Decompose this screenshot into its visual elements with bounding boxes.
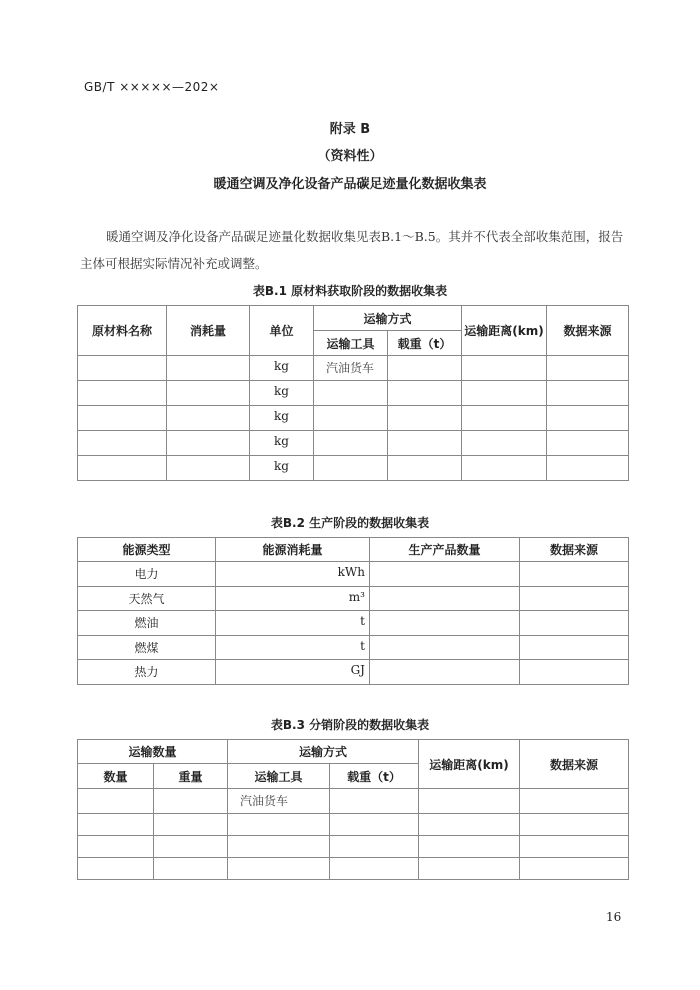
vehicle-cell[interactable]	[314, 381, 388, 406]
material-cell[interactable]	[78, 456, 167, 481]
unit-cell[interactable]: kg	[250, 406, 314, 431]
output-cell[interactable]	[370, 562, 520, 587]
material-cell[interactable]	[78, 381, 167, 406]
header-consumption: 消耗量	[167, 306, 250, 356]
vehicle-cell[interactable]	[228, 814, 330, 836]
header-distance: 运输距离(km)	[419, 740, 520, 789]
unit-cell[interactable]: kg	[250, 431, 314, 456]
table-row	[78, 635, 629, 660]
table-b3	[77, 739, 629, 880]
weight-cell[interactable]	[154, 814, 228, 836]
energy-consumption-cell[interactable]: GJ	[216, 660, 370, 685]
consumption-cell[interactable]	[167, 456, 250, 481]
header-source: 数据来源	[547, 306, 629, 356]
header-weight: 重量	[154, 764, 228, 789]
table-row	[78, 789, 629, 814]
table-b1	[77, 305, 629, 481]
header-transport-mode: 运输方式	[314, 306, 462, 331]
source-cell[interactable]	[520, 635, 629, 660]
vehicle-cell[interactable]: 汽油货车	[314, 356, 388, 381]
load-cell[interactable]	[330, 789, 419, 814]
header-energy-consumption: 能源消耗量	[216, 538, 370, 562]
source-cell[interactable]	[547, 356, 629, 381]
table-row	[78, 562, 629, 587]
energy-consumption-cell[interactable]: m³	[216, 586, 370, 611]
page-number: 16	[606, 910, 622, 924]
table-b3-caption: 表B.3 分销阶段的数据收集表	[270, 718, 430, 732]
load-cell[interactable]	[388, 406, 462, 431]
vehicle-cell[interactable]	[314, 456, 388, 481]
load-cell[interactable]	[388, 456, 462, 481]
table-b1-caption: 表B.1 原材料获取阶段的数据收集表	[252, 284, 448, 298]
header-output: 生产产品数量	[370, 538, 520, 562]
consumption-cell[interactable]	[167, 356, 250, 381]
load-cell[interactable]	[388, 431, 462, 456]
energy-consumption-cell[interactable]: t	[216, 611, 370, 636]
output-cell[interactable]	[370, 660, 520, 685]
distance-cell[interactable]	[419, 858, 520, 880]
vehicle-cell[interactable]	[228, 836, 330, 858]
source-cell[interactable]	[520, 611, 629, 636]
source-cell[interactable]	[547, 381, 629, 406]
source-cell[interactable]	[520, 562, 629, 587]
source-cell[interactable]	[520, 836, 629, 858]
header-distance: 运输距离(km)	[462, 306, 547, 356]
header-material: 原材料名称	[78, 306, 167, 356]
distance-cell[interactable]	[462, 456, 547, 481]
distance-cell[interactable]	[462, 381, 547, 406]
header-unit: 单位	[250, 306, 314, 356]
distance-cell[interactable]	[419, 789, 520, 814]
distance-cell[interactable]	[462, 356, 547, 381]
material-cell[interactable]	[78, 406, 167, 431]
output-cell[interactable]	[370, 611, 520, 636]
load-cell[interactable]	[330, 858, 419, 880]
table-row	[78, 814, 629, 836]
appendix-label: 附录 B	[329, 122, 371, 137]
table-row	[78, 456, 629, 481]
material-cell[interactable]	[78, 356, 167, 381]
unit-cell[interactable]: kg	[250, 356, 314, 381]
quantity-cell[interactable]	[78, 789, 154, 814]
energy-consumption-cell[interactable]: kWh	[216, 562, 370, 587]
header-load: 载重（t）	[388, 331, 462, 356]
source-cell[interactable]	[547, 406, 629, 431]
table-row	[78, 381, 629, 406]
appendix-title: 暖通空调及净化设备产品碳足迹量化数据收集表	[213, 177, 487, 192]
header-source: 数据来源	[520, 740, 629, 789]
intro-paragraph: 暖通空调及净化设备产品碳足迹量化数据收集见表B.1～B.5。其并不代表全部收集范围，报告主体可根据实际情况补充或调整。	[80, 229, 624, 271]
source-cell[interactable]	[547, 431, 629, 456]
header-load: 载重（t）	[330, 764, 419, 789]
energy-type-cell[interactable]: 燃油	[78, 611, 216, 636]
weight-cell[interactable]	[154, 789, 228, 814]
energy-type-cell[interactable]: 热力	[78, 660, 216, 685]
weight-cell[interactable]	[154, 858, 228, 880]
energy-type-cell[interactable]: 燃煤	[78, 635, 216, 660]
source-cell[interactable]	[520, 858, 629, 880]
unit-cell[interactable]: kg	[250, 456, 314, 481]
quantity-cell[interactable]	[78, 858, 154, 880]
standard-code-header: GB/T ×××××—202×	[84, 80, 220, 94]
vehicle-cell[interactable]	[228, 858, 330, 880]
load-cell[interactable]	[388, 381, 462, 406]
quantity-cell[interactable]	[78, 814, 154, 836]
source-cell[interactable]	[520, 789, 629, 814]
vehicle-cell[interactable]	[314, 406, 388, 431]
source-cell[interactable]	[520, 660, 629, 685]
unit-cell[interactable]: kg	[250, 381, 314, 406]
header-transport-mode: 运输方式	[228, 740, 419, 764]
header-energy-type: 能源类型	[78, 538, 216, 562]
appendix-nature: （资料性）	[317, 149, 383, 164]
distance-cell[interactable]	[462, 406, 547, 431]
vehicle-cell[interactable]	[314, 431, 388, 456]
table-row	[78, 586, 629, 611]
distance-cell[interactable]	[419, 836, 520, 858]
load-cell[interactable]	[330, 836, 419, 858]
vehicle-cell[interactable]: 汽油货车	[228, 789, 330, 814]
header-quantity: 数量	[78, 764, 154, 789]
consumption-cell[interactable]	[167, 381, 250, 406]
quantity-cell[interactable]	[78, 836, 154, 858]
table-row	[78, 660, 629, 685]
header-source: 数据来源	[520, 538, 629, 562]
material-cell[interactable]	[78, 431, 167, 456]
table-row	[78, 356, 629, 381]
table-row	[78, 858, 629, 880]
energy-consumption-cell[interactable]: t	[216, 635, 370, 660]
table-b2	[77, 537, 629, 685]
table-row	[78, 611, 629, 636]
load-cell[interactable]	[388, 356, 462, 381]
header-transport-qty: 运输数量	[78, 740, 228, 764]
source-cell[interactable]	[520, 586, 629, 611]
load-cell[interactable]	[330, 814, 419, 836]
consumption-cell[interactable]	[167, 406, 250, 431]
weight-cell[interactable]	[154, 836, 228, 858]
source-cell[interactable]	[547, 456, 629, 481]
output-cell[interactable]	[370, 586, 520, 611]
output-cell[interactable]	[370, 635, 520, 660]
distance-cell[interactable]	[462, 431, 547, 456]
table-row	[78, 431, 629, 456]
table-b2-caption: 表B.2 生产阶段的数据收集表	[270, 516, 430, 530]
header-vehicle: 运输工具	[228, 764, 330, 789]
table-row	[78, 406, 629, 431]
consumption-cell[interactable]	[167, 431, 250, 456]
header-vehicle: 运输工具	[314, 331, 388, 356]
source-cell[interactable]	[520, 814, 629, 836]
energy-type-cell[interactable]: 电力	[78, 562, 216, 587]
distance-cell[interactable]	[419, 814, 520, 836]
table-row	[78, 836, 629, 858]
energy-type-cell[interactable]: 天然气	[78, 586, 216, 611]
